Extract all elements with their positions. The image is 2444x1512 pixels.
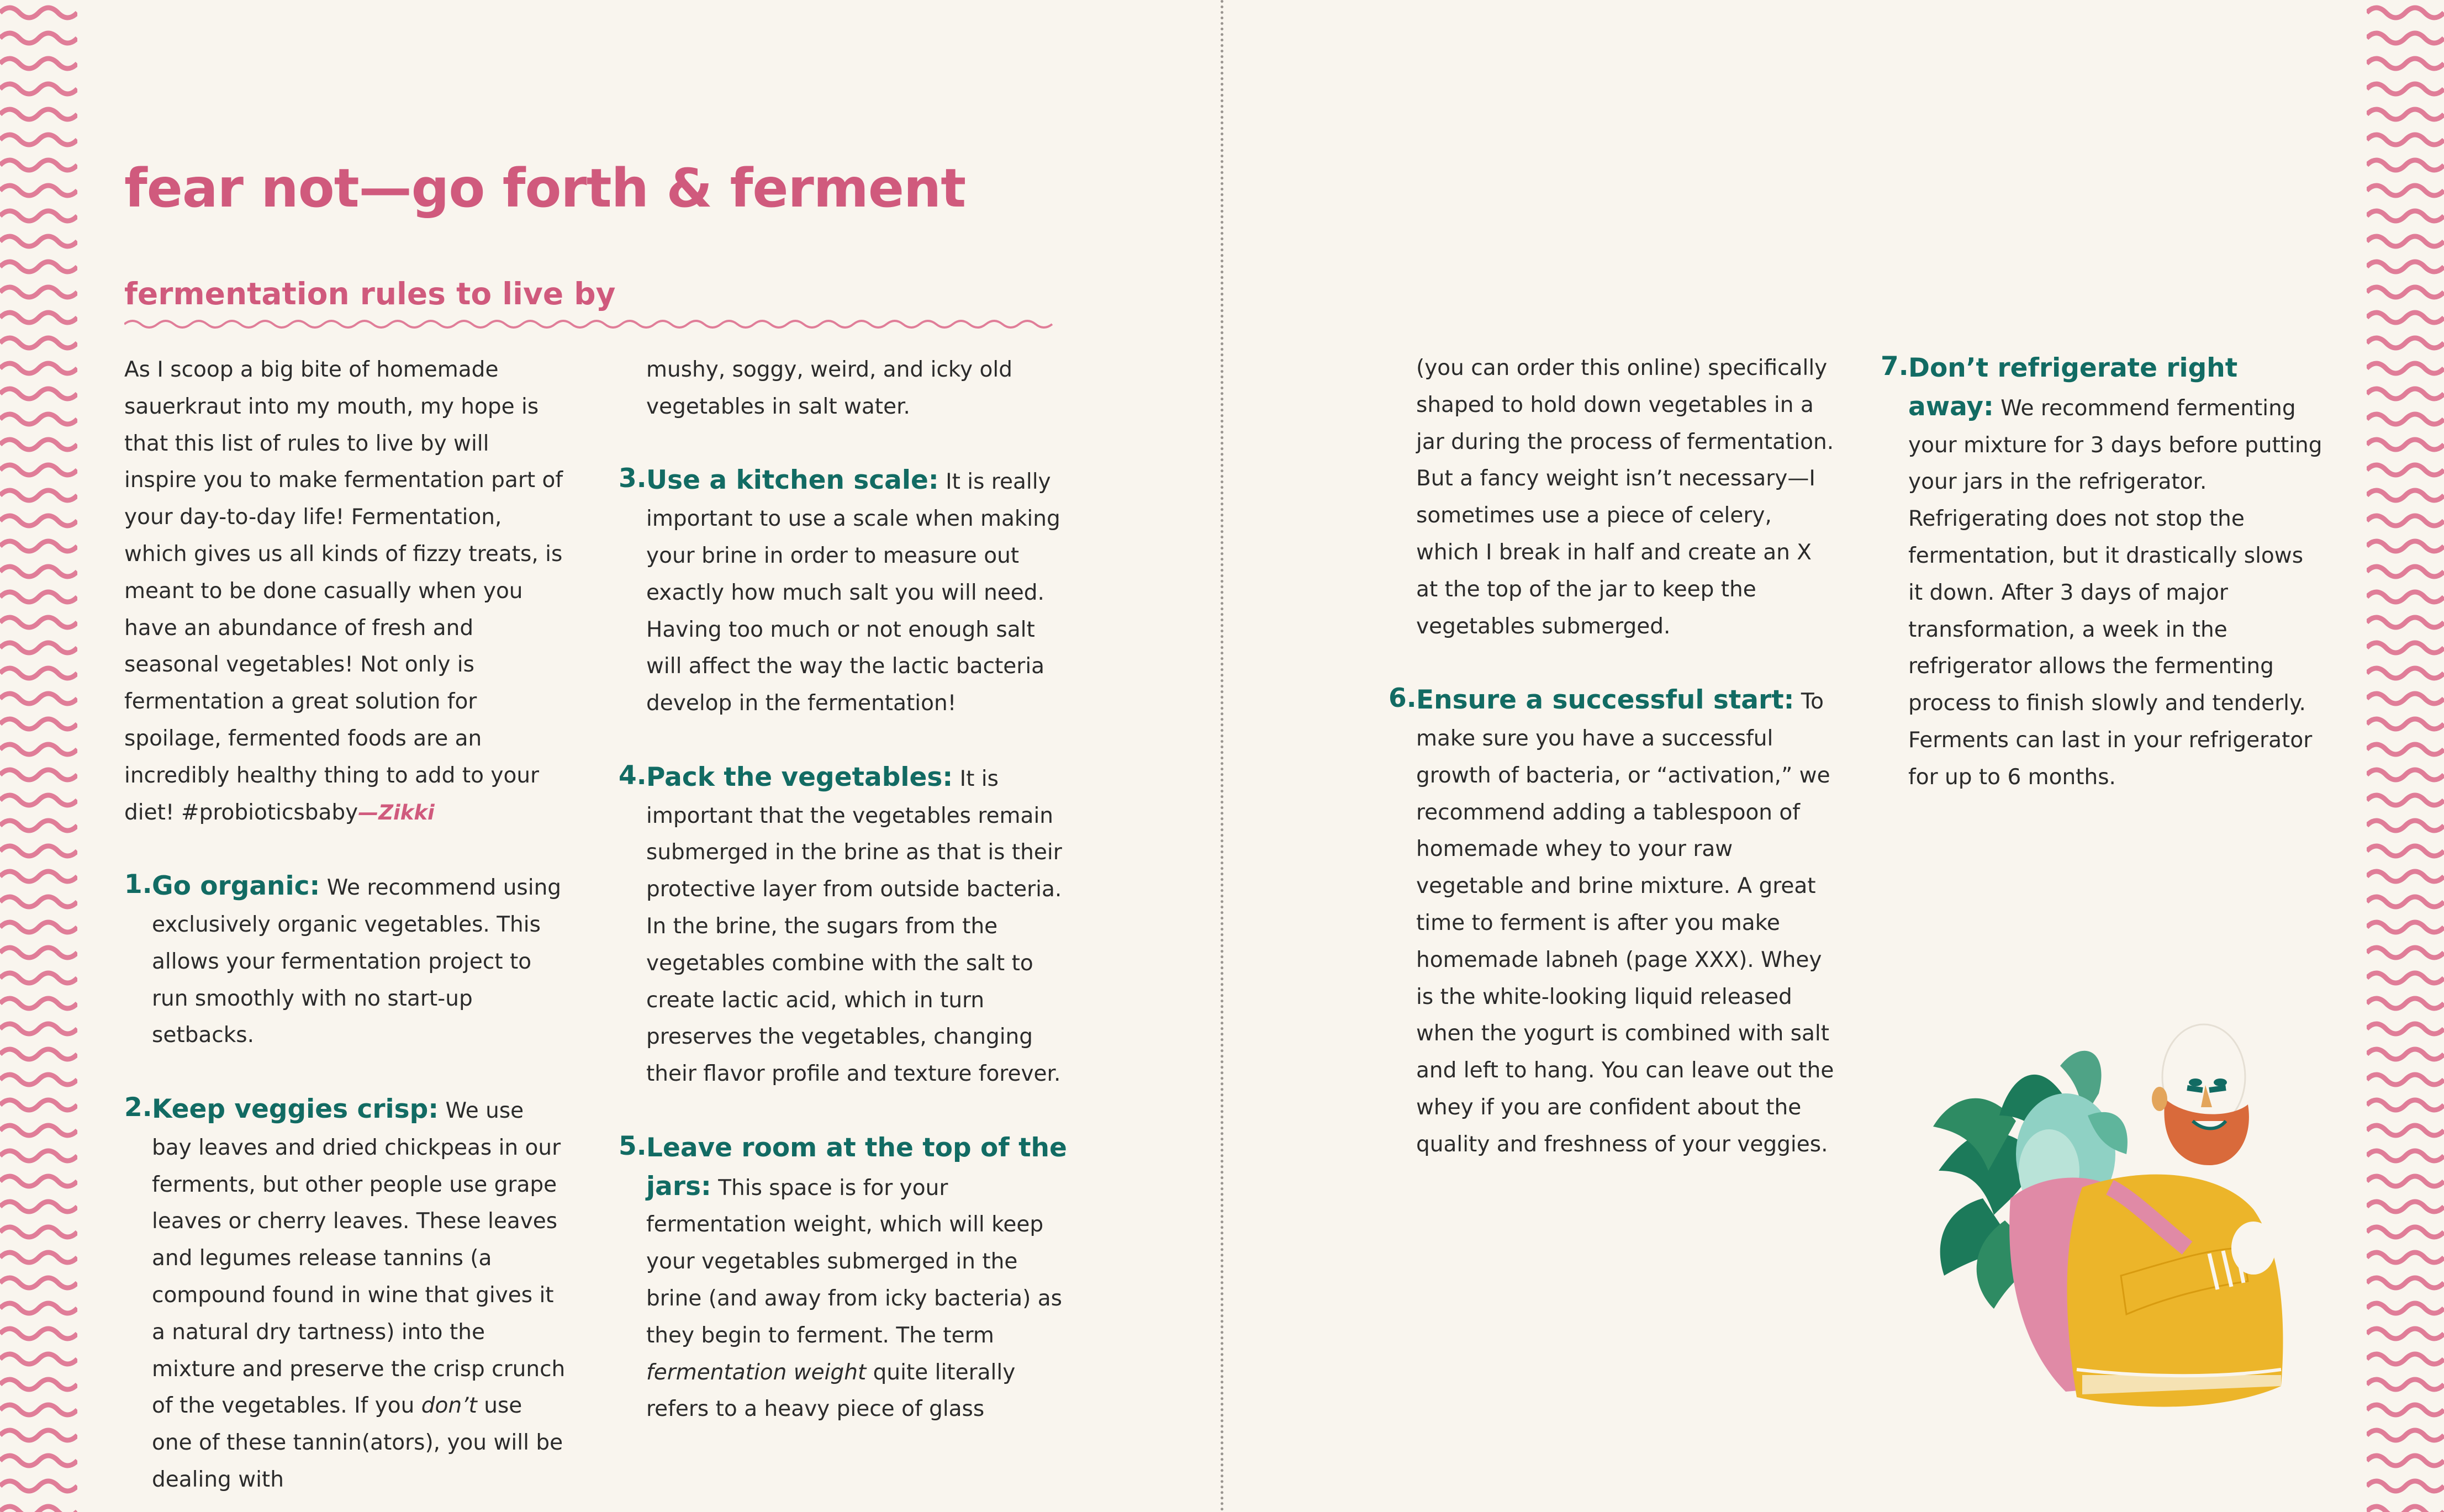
rule-2-continuation: mushy, soggy, weird, and icky old vegetables in salt water. [646, 357, 1012, 419]
column-4 [1881, 350, 2322, 796]
rule-heading: Don’t refrigerate right away: [1908, 353, 2238, 422]
signature: —Zikki [358, 800, 435, 824]
rule-3 [619, 462, 1069, 722]
rule-body: To make sure you have a successful growth of bacteria, or “activation,” we recommend adding a tablespoon of homemade whey to your raw vegetable and brine mixture. A great time to ferment is after you make homemade labneh (page XXX). Whey is the white-looking liquid released when the yogurt is combined with salt and left to hang. You can leave out the whey if you are confident about the quality and freshness of your veggies. [1416, 689, 1834, 1157]
column-3 [1389, 350, 1836, 1164]
rule-number: 3. [619, 463, 647, 494]
rule-body-italic: fermentation weight [646, 1360, 867, 1385]
rule-heading: Ensure a successful start: [1416, 685, 1794, 716]
rule-number: 2. [124, 1092, 152, 1123]
rule-1 [124, 868, 566, 1054]
rule-body: It is really important to use a scale when making your brine in order to measure out exactly how much salt you will need. Having too much or not enough salt will affect the way the lactic bacteria develop in the fermentation! [646, 469, 1060, 716]
intro-paragraph [124, 352, 566, 831]
rule-heading: Pack the vegetables: [646, 762, 953, 792]
right-wave-border [2367, 0, 2444, 1512]
rule-number: 6. [1389, 683, 1417, 714]
rule-body: We recommend using exclusively organic vegetables. This allows your fermentation project to run smoothly with no start-up setbacks. [152, 875, 562, 1048]
rule-body: This space is for your fermentation weight, which will keep your vegetables submerged in the brine (and away from icky bacteria) as they begin to ferment. The term [646, 1175, 1062, 1348]
rule-heading: Use a kitchen scale: [646, 465, 939, 496]
rule-7 [1881, 350, 2322, 796]
rule-number: 4. [619, 760, 647, 791]
rule-heading: Go organic: [152, 871, 320, 902]
rule-5 [619, 1130, 1069, 1428]
rule-body-continued: use one of these tannin(ators), you will be dealing with [152, 1393, 563, 1492]
column-1 [124, 352, 566, 1499]
left-wave-border [0, 0, 77, 1512]
rule-body: It is important that the vegetables remain submerged in the brine as that is their protective layer from outside bacteria. In the brine, the sugars from the vegetables combine with the salt to create lactic acid, which in turn preserves the vegetables, changing their flavor profile and texture forever. [646, 766, 1062, 1087]
page-gutter [1221, 0, 1223, 1512]
rule-6 [1389, 682, 1836, 1163]
white-glove [2231, 1222, 2276, 1275]
rule-body-continued: quite literally refers to a heavy piece of glass [646, 1360, 1016, 1422]
column-2 [619, 352, 1069, 1428]
subtitle-wave-underline [124, 316, 1058, 332]
rule-number: 7. [1881, 351, 1909, 382]
rule-number: 5. [619, 1130, 647, 1161]
intro-text: As I scoop a big bite of homemade sauerkraut into my mouth, my hope is that this list of rules to live by will inspire you to make fermentation part of your day-to-day life! Fermentation, which gives us all kinds of fizzy treats, is meant to be done casually when you have an abundance of fresh and seasonal vegetables! Not only is fermentation a great solution for spoilage, fermented foods are an incredibly healthy thing to add to your diet! #probioticsbaby [124, 357, 563, 825]
rule-heading: Keep veggies crisp: [152, 1093, 439, 1124]
rule-body-italic: don’t [421, 1393, 477, 1419]
rule-4 [619, 759, 1069, 1093]
rule-heading: Leave room at the top of the jars: [646, 1132, 1067, 1202]
man-carrying-vegetables-illustration [1900, 988, 2298, 1436]
section-subtitle: fermentation rules to live by [124, 276, 616, 311]
rule-number: 1. [124, 869, 152, 900]
page-title: fear not—go forth & ferment [124, 157, 966, 219]
rule-5-continuation: (you can order this online) specifically shaped to hold down vegetables in a jar during the process of fermentation. But a fancy weight isn’t necessary—I sometimes use a piece of celery, which I break in half and create an X at the top of the jar to keep the vegetables submerged. [1416, 356, 1834, 639]
rule-body: We use bay leaves and dried chickpeas in our ferments, but other people use grape leaves or cherry leaves. These leaves and legumes release tannins (a compound found in wine that gives it a natural dry tartness) into the mixture and preserve the crisp crunch of the vegetables. If you [152, 1098, 566, 1419]
rule-body: We recommend fermenting your mixture for 3 days before putting your jars in the refrigerator. Refrigerating does not stop the fermentation, but it drastically slows it down. After 3 days of major transformation, a week in the refrigerator allows the fermenting process to finish slowly and tenderly. Ferments can last in your refrigerator for up to 6 months. [1908, 395, 2322, 790]
rule-2 [124, 1091, 566, 1499]
